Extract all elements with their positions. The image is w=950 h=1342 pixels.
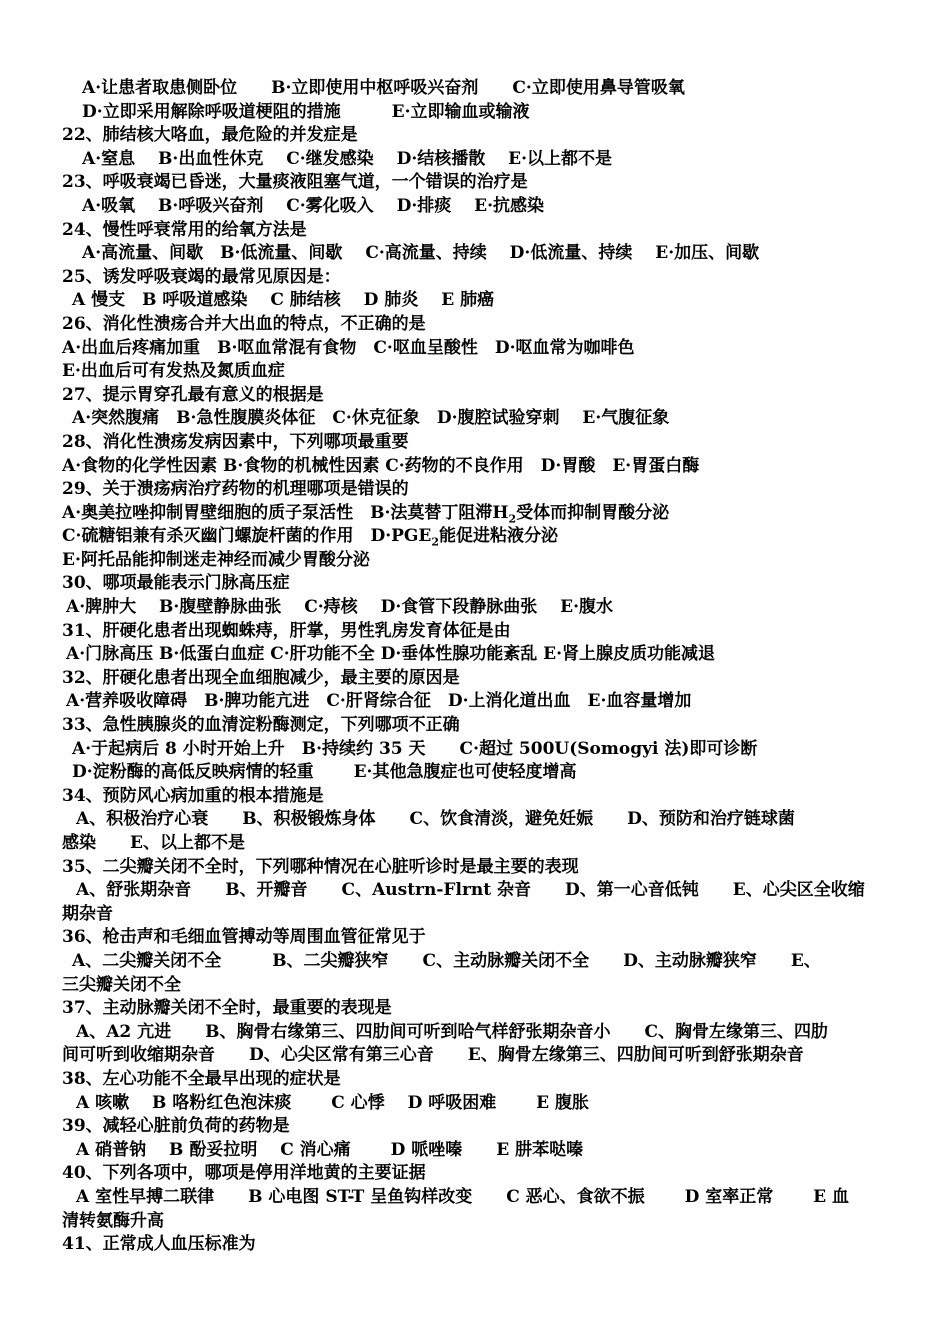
q29-stem: 29、关于溃疡病治疗药物的机理哪项是错误的 [62, 479, 409, 500]
q29-options-line2 [62, 525, 888, 549]
q35-options-line1: A、舒张期杂音 B、开瓣音 C、Austrn-Flrnt 杂音 D、第一心音低钝 E、心尖区全收缩 [76, 880, 865, 901]
q25-stem: 25、诱发呼吸衰竭的最常见原因是： [62, 266, 341, 287]
q41-stem: 41、正常成人血压标准为 [62, 1234, 256, 1255]
q29-options-line3: E·阿托品能抑制迷走神经而减少胃酸分泌 [62, 549, 370, 570]
q21-options-line2: D·立即采用解除呼吸道梗阻的措施 E·立即输血或输液 [82, 101, 530, 122]
h2-subscript: 2 [508, 512, 517, 526]
q27-options: A·突然腹痛 B·急性腹膜炎体征 C·休克征象 D·腹腔试验穿刺 E·气腹征象 [72, 408, 670, 429]
q24-options: A·高流量、间歇 B·低流量、间歇 C·高流量、持续 D·低流量、持续 E·加压、间歇 [82, 243, 760, 264]
q32-options: A·营养吸收障碍 B·脾功能亢进 C·肝肾综合征 D·上消化道出血 E·血容量增加 [66, 691, 692, 712]
pge2-subscript: 2 [431, 535, 440, 549]
q36-stem: 36、枪击声和毛细血管搏动等周围血管征常见于 [62, 927, 426, 948]
q21-options-line1: A·让患者取患侧卧位 B·立即使用中枢呼吸兴奋剂 C·立即使用鼻导管吸氧 [82, 78, 685, 98]
q23-options: A·吸氧 B·呼吸兴奋剂 C·雾化吸入 D·排痰 E·抗感染 [82, 195, 545, 216]
q35-options-line2: 期杂音 [62, 903, 113, 924]
q38-stem: 38、左心功能不全最早出现的症状是 [62, 1068, 341, 1089]
q22-stem: 22、肺结核大咯血，最危险的并发症是 [62, 125, 358, 146]
q29-option-text-d: 能促进粘液分泌 [439, 526, 559, 547]
q30-options: A·脾肿大 B·腹壁静脉曲张 C·痔核 D·食管下段静脉曲张 E·腹水 [66, 597, 614, 618]
q34-stem: 34、预防风心病加重的根本措施是 [62, 785, 324, 806]
q25-options: A 慢支 B 呼吸道感染 C 肺结核 D 肺炎 E 肺癌 [72, 290, 495, 311]
q37-options-line2: 间可听到收缩期杂音 D、心尖区常有第三心音 E、胸骨左缘第三、四肋间可听到舒张期杂音 [62, 1045, 804, 1066]
q37-options-line1: A、A2 亢进 B、胸骨右缘第三、四肋间可听到哈气样舒张期杂音小 C、胸骨左缘第三、四肋 [76, 1021, 829, 1042]
q28-options: A·食物的化学性因素 B·食物的机械性因素 C·药物的不良作用 D·胃酸 E·胃蛋白酶 [62, 455, 700, 476]
q33-options-line2: D·淀粉酶的高低反映病情的轻重 E·其他急腹症也可使轻度增高 [72, 762, 577, 783]
q29-option-text-a: A·奥美拉唑抑制胃壁细胞的质子泵活性 B·法莫替丁阻滞 [62, 502, 493, 523]
q32-stem: 32、肝硬化患者出现全血细胞减少，最主要的原因是 [62, 667, 460, 688]
q36-options-line2: 三尖瓣关闭不全 [62, 974, 181, 995]
q26-options-line1: A·出血后疼痛加重 B·呕血常混有食物 C·呕血呈酸性 D·呕血常为咖啡色 [62, 337, 635, 358]
q28-stem: 28、消化性溃疡发病因素中，下列哪项最重要 [62, 431, 409, 452]
q23-stem: 23、呼吸衰竭已昏迷，大量痰液阻塞气道，一个错误的治疗是 [62, 172, 528, 193]
q31-stem: 31、肝硬化患者出现蜘蛛痔，肝掌，男性乳房发育体征是由 [62, 620, 511, 641]
q29-option-text-c: C·硫糖铝兼有杀灭幽门螺旋杆菌的作用 D·PGE [62, 526, 432, 547]
q31-options: A·门脉高压 B·低蛋白血症 C·肝功能不全 D·垂体性腺功能紊乱 E·肾上腺皮质功能减退 [66, 644, 716, 665]
q33-options-line1: A·于起病后 8 小时开始上升 B·持续约 35 天 C·超过 500U(Somogyi 法)即可诊断 [72, 738, 758, 759]
q39-options: A 硝普钠 B 酚妥拉明 C 消心痛 D 哌唑嗪 E 肼苯哒嗪 [76, 1139, 584, 1160]
q40-options-line2: 清转氨酶升高 [62, 1210, 164, 1231]
q24-stem: 24、慢性呼衰常用的给氧方法是 [62, 219, 307, 240]
q29-options-line1: A·奥美拉唑抑制胃壁细胞的质子泵活性 B·法莫替丁阻滞$H_2$受体而抑制胃酸分泌 [62, 502, 670, 526]
q37-stem: 37、主动脉瓣关闭不全时，最重要的表现是 [62, 998, 392, 1019]
q30-stem: 30、哪项最能表示门脉高压症 [62, 573, 290, 594]
q34-options-line1: A、积极治疗心衰 B、积极锻炼身体 C、饮食清淡，避免妊娠 D、预防和治疗链球菌 [76, 809, 795, 830]
q39-stem: 39、减轻心脏前负荷的药物是 [62, 1116, 290, 1137]
q40-options-line1: A 室性早搏二联律 B 心电图 ST-T 呈鱼钩样改变 C 恶心、食欲不振 D 室率正常 E 血 [76, 1186, 850, 1207]
q22-options: A·窒息 B·出血性休克 C·继发感染 D·结核播散 E·以上都不是 [82, 148, 613, 169]
q29-option-text-b: 受体而抑制胃酸分泌 [516, 502, 670, 523]
q34-options-line2: 感染 E、以上都不是 [62, 833, 245, 853]
q33-stem: 33、急性胰腺炎的血清淀粉酶测定，下列哪项不正确 [62, 715, 460, 736]
q38-options: A 咳嗽 B 咯粉红色泡沫痰 C 心悸 D 呼吸困难 E 腹胀 [76, 1092, 590, 1113]
q36-options-line1: A、二尖瓣关闭不全 B、二尖瓣狭窄 C、主动脉瓣关闭不全 D、主动脉瓣狭窄 E、 [72, 950, 821, 971]
q40-stem: 40、下列各项中，哪项是停用洋地黄的主要证据 [62, 1163, 426, 1184]
q26-options-line2: E·出血后可有发热及氮质血症 [62, 361, 285, 382]
q35-stem: 35、二尖瓣关闭不全时，下列哪种情况在心脏听诊时是最主要的表现 [62, 856, 579, 877]
q26-stem: 26、消化性溃疡合并大出血的特点，不正确的是 [62, 313, 426, 334]
exam-page [62, 77, 888, 1257]
q27-stem: 27、提示胃穿孔最有意义的根据是 [62, 384, 324, 405]
